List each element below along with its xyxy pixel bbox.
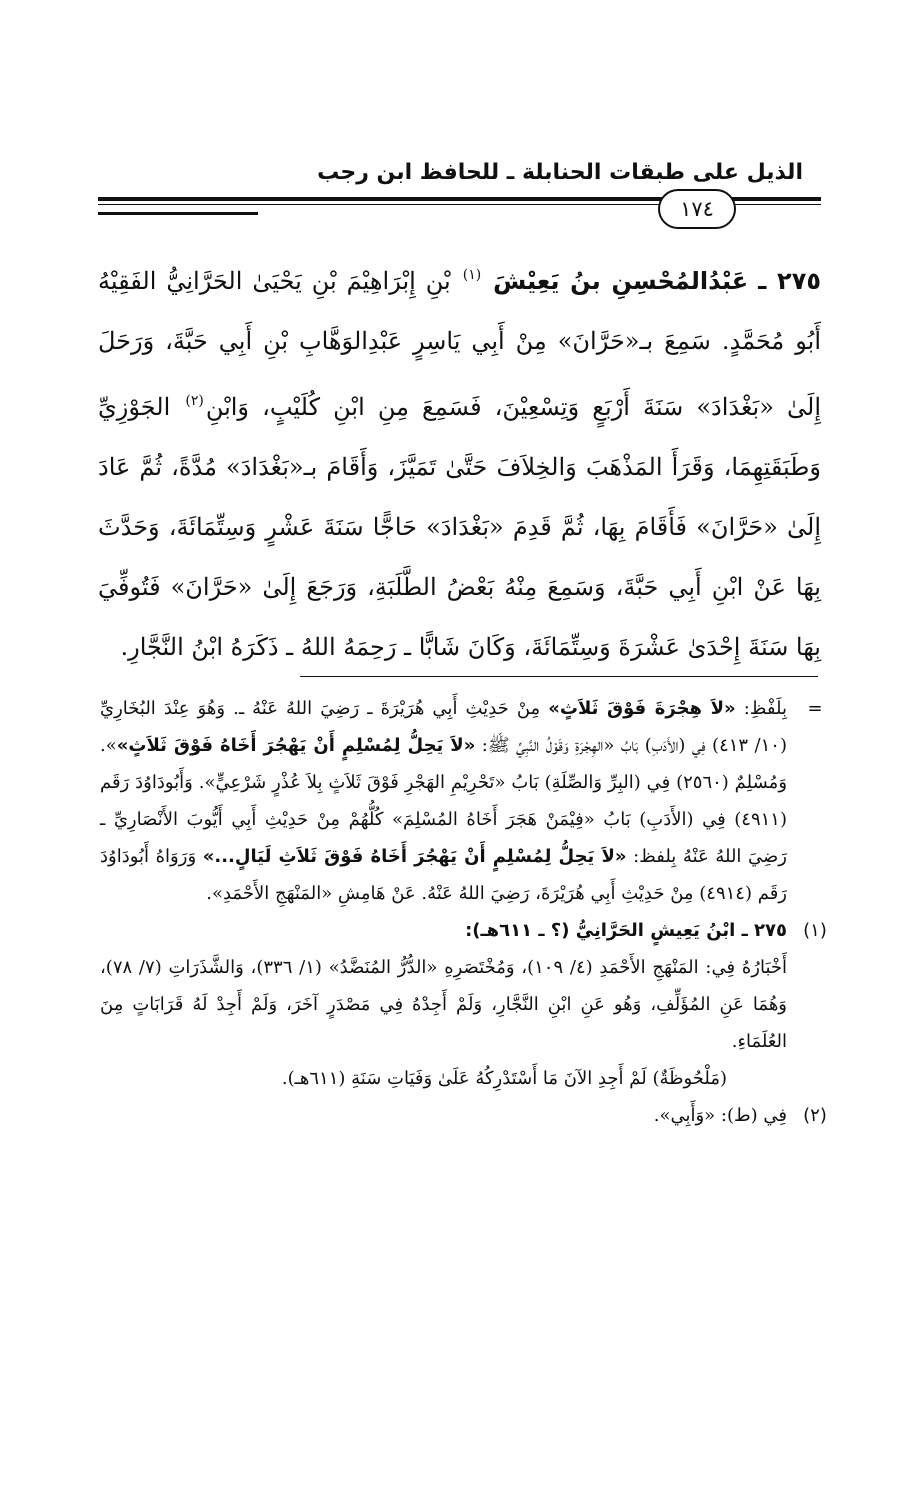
hadith-quote-3: «لاَ يَحِلُّ لِمُسْلِمٍ أَنْ يَهْجُرَ أَخَاهُ فَوْقَ ثَلاَثِ لَيَالٍ...» [202,846,627,867]
footnote-continuation [100,690,835,912]
hadith-quote-1: «لاَ هِجْرَةَ فَوْقَ ثَلاَثٍ» [548,698,736,719]
entry-text-a: بْنِ إِبْرَاهِيْمَ بْنِ يَحْيَىٰ الحَرَّانِيُّ الفَقِيْهُ أَبُو مُحَمَّدٍ. سَمِعَ بـ«حَرَّانَ» مِنْ أَبِي يَاسِرٍ عَبْدِالوَهَّابِ بْنِ أَبِي حَبَّةَ، وَرَحَلَ إِلَىٰ «بَغْدَادَ» سَنَةَ أَرْبَعٍ وَتِسْعِيْنَ، فَسَمِعَ مِنِ ابْنِ كُلَيْبٍ، وَابْنِ [98,267,821,421]
footnote-1-note: (مَلْحُوظَةٌ) لَمْ أَجِدِ الآنَ مَا أَسْتَدْرِكُهُ عَلَىٰ وَفَيَاتِ سَنَةِ (٦١١هـ). [281,1068,727,1089]
page-number: ١٧٤ [680,197,714,221]
running-title: الذيل على طبقات الحنابلة ـ للحافظ ابن رجب [317,160,803,185]
footnote-separator [300,676,818,677]
entry-number: ٢٧٥ ـ [758,267,821,295]
footnote-1-body: أَخْبَارُهُ فِي: المَنْهَجِ الأَحْمَدِ (٤/ ١٠٩)، وَمُخْتَصَرِهِ «الدُّرُّ المُنَضَّدُ» (١/ ٣٣٦)، وَالشَّذَرَاتِ (٧/ ٧٨)، وَهُمَا عَنِ المُؤَلِّفِ، وَهُو عَنِ ابْنِ النَّجَّارِ، وَلَمْ أَجِدْهُ فِي مَصْدَرٍ آخَرَ، وَلَمْ أَجِدْ لَهُ قَرَابَاتٍ مِنَ العُلَمَاءِ. [100,957,788,1052]
continuation-marker: = [807,698,823,719]
footnote-1 [100,912,835,1097]
entry-paragraph [98,245,821,677]
entry-name: عَبْدُالمُحْسِنِ بنُ يَعِيْشَ [493,267,749,295]
footnote-2 [100,1097,835,1134]
continuation-text-2: مِنْ حَدِيْثِ أَبِي هُرَيْرَةَ ـ رَضِيَ اللهُ عَنْهُ ـ. وَهُوَ عِنْدَ البُخَارِيِّ (١٠/ ٤١٣) فِي (الأَدَبِ) بَابُ «الهِجْرَةِ وَقَوْلُ النَّبِيِّ ﷺ: [100,698,787,756]
continuation-text-1: بِلَفْظِ: [743,698,787,719]
continuation-text-4: وَرَوَاهُ أَبُودَاوُدَ رَقَم (٤٩١٤) مِنْ حَدِيْثِ أَبِي هُرَيْرَةَ، رَضِيَ اللهُ عَنْهُ. عَنْ هَامِشِ «المَنْهَجِ الأَحْمَدِ». [100,846,787,904]
footnote-1-marker: (١) [803,920,827,941]
footnote-2-marker: (٢) [803,1105,827,1126]
footnote-2-body: فِي (ط): «وَأَبِي». [653,1105,787,1126]
continuation-text-3: ». وَمُسْلِمٌ (٢٥٦٠) فِي (البِرِّ وَالصِّلَةِ) بَابُ «تَحْرِيْمِ الهَجْرِ فَوْقَ ثَلاَثٍ بِلاَ عُذْرٍ شَرْعِيٍّ». وَأَبُودَاوُدَ رَقَم (٤٩١١) فِي (الأَدَبِ) بَابُ «فِيْمَنْ هَجَرَ أَخَاهُ المُسْلِمَ» كُلُّهُمْ مِنْ حَدِيْثِ أَبِي أَيُّوبَ الأَنْصَارِيِّ ـ رَضِيَ اللهُ عَنْهُ بِلفظ: [100,735,788,867]
footnote-ref-2[interactable]: (٢) [185,393,204,409]
entry-text-b: الجَوْزِيِّ وَطَبَقَتِهِمَا، وَقَرَأَ المَذْهَبَ وَالخِلاَفَ حَتَّىٰ تَمَيَّزَ، وَأَقَامَ بـ«بَغْدَادَ» مُدَّةً، ثُمَّ عَادَ إِلَىٰ «حَرَّانَ» فَأَقَامَ بِهَا، ثُمَّ قَدِمَ «بَغْدَادَ» حَاجًّا سَنَةَ عَشْرٍ وَسِتِّمَائَةَ، وَحَدَّثَ بِهَا عَنْ ابْنِ أَبِي حَبَّةَ، وَسَمِعَ مِنْهُ بَعْضُ الطَّلَبَةِ، وَرَجَعَ إِلَىٰ «حَرَّانَ» فَتُوفِّيَ بِهَا سَنَةَ إِحْدَىٰ عَشْرَةَ وَسِتِّمَائَةَ، وَكَانَ شَابًّا ـ رَحِمَهُ اللهُ ـ ذَكَرَهُ ابْنُ النَّجَّارِ. [98,393,821,661]
footnote-1-heading: ٢٧٥ ـ ابْنُ يَعِيشٍ الحَرَّانِيُّ (؟ ـ ٦١١هـ): [465,920,787,941]
footnotes [100,690,835,1134]
header-rule-left [98,212,258,215]
page-number-badge [658,189,736,229]
hadith-quote-2: «لاَ يَحِلُّ لِمُسْلِمٍ أَنْ يَهْجُرَ أَخَاهُ فَوْقَ ثَلاَثٍ» [116,735,476,756]
footnote-ref-1[interactable]: (١) [462,267,482,283]
